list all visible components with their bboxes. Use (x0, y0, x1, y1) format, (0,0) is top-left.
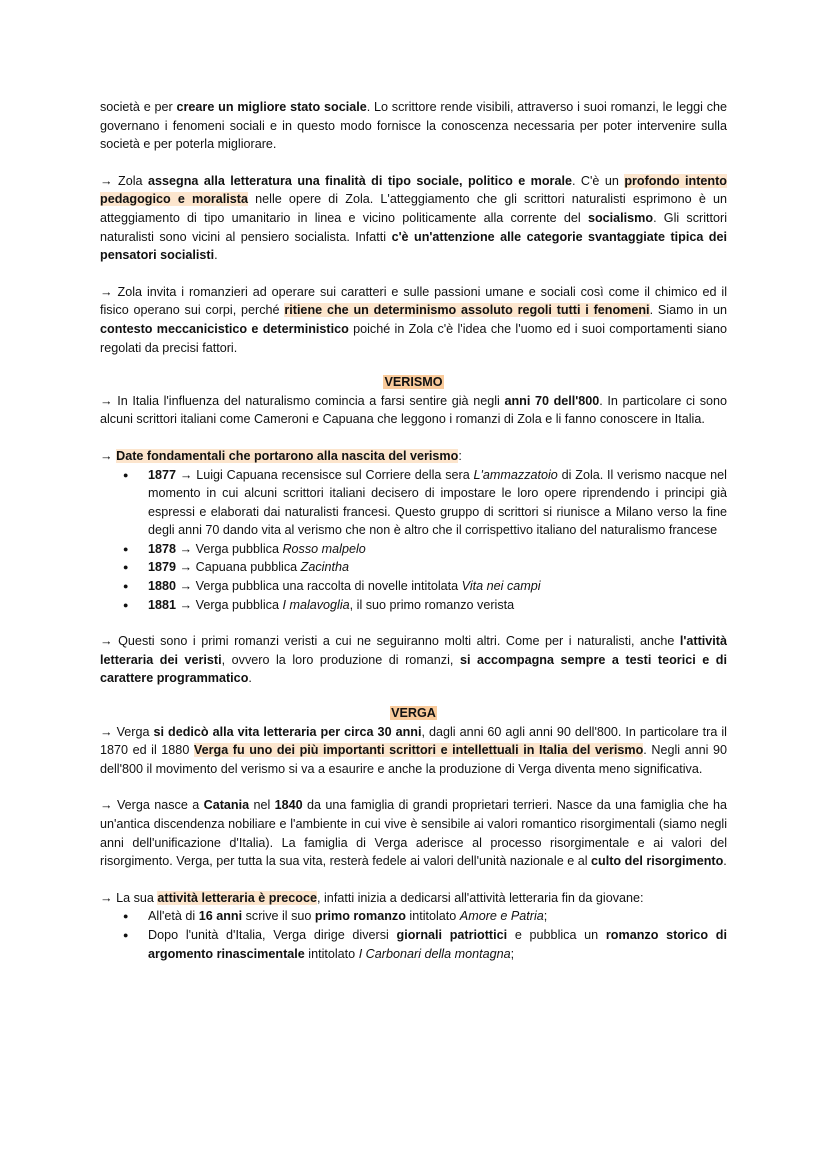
paragraph-zola-determinism: → Zola invita i romanzieri ad operare sui caratteri e sulle passioni umane e sociali così come il chimico ed il fisico operano sui corpi, perché ritiene che un determinismo assoluto regoli tutti i fenomeni. Siamo in un contesto meccanicistico e deterministico poiché in Zola c'è l'idea che l'uomo ed i suoi comportamenti siano regolati da precisi fattori. (100, 284, 728, 355)
list-item: ● All'età di 16 anni scrive il suo primo romanzo intitolato Amore e Patria; (148, 907, 727, 926)
key-dates-list (100, 466, 727, 615)
paragraph-zola-purpose: → Zola assegna alla letteratura una finalità di tipo sociale, politico e morale. C'è un profondo intento pedagogico e moralista nelle opere di Zola. L'atteggiamento che gli scrittori naturalisti esprimono è un atteggiamento di tipo umanitario in linea e vicino politicamente alla corrente del socialismo. Gli scrittori naturalisti sono vicini al pensiero socialista. Infatti c'è un'attenzione alle categorie svantaggiate tipica dei pensatori socialisti. (100, 173, 727, 263)
list-item: ● Dopo l'unità d'Italia, Verga dirige diversi giornali patriottici e pubblica un romanzo storico di argomento rinascimentale intitolato I Carbonari della montagna; (148, 926, 727, 963)
list-item: ● 1879 → Capuana pubblica Zacintha (148, 558, 727, 577)
list-item: ● 1878 → Verga pubblica Rosso malpelo (148, 540, 727, 559)
paragraph-verga-birth: → Verga nasce a Catania nel 1840 da una famiglia di grandi proprietari terrieri. Nasce da una famiglia che ha un'antica discendenza nobiliare e l'ambiente in cui vive è sensibile ai valori romantico risorgimentali (siamo negli anni dell'unificazione d'Italia). La famiglia di Verga aderisce al processo risorgimentale e ai valori del risorgimento. Verga, per tutta la sua vita, resterà fedele ai valori dell'unità nazionale e al culto del risorgimento. (100, 798, 727, 869)
paragraph-early-activity: → La sua attività letteraria è precoce, infatti inizia a dedicarsi all'attività letteraria fin da giovane: (100, 890, 644, 905)
early-works-list (100, 907, 727, 963)
paragraph-verga-career: → Verga si dedicò alla vita letteraria per circa 30 anni, dagli anni 60 agli anni 90 dell'800. In particolare tra il 1870 ed il 1880 Verga fu uno dei più importanti scrittori e intellettuali in Italia del verismo. Negli anni 90 dell'800 il movimento del verismo si va a esaurire e anche la produzione di Verga diventa meno significativa. (100, 724, 727, 776)
list-item: ● 1881 → Verga pubblica I malavoglia, il suo primo romanzo verista (148, 596, 727, 615)
document-body (100, 98, 727, 963)
paragraph-social-state: società e per creare un migliore stato sociale. Lo scrittore rende visibili, attraverso i suoi romanzi, le leggi che governano i fenomeni sociali e in questo modo fornisce la conoscenza necessaria per poter intervenire sulla società e per poterla migliorare. (100, 100, 727, 152)
paragraph-verismo-intro: → In Italia l'influenza del naturalismo comincia a farsi sentire già negli anni 70 dell'800. In particolare ci sono alcuni scrittori italiani come Cameroni e Capuana che leggono i romanzi di Zola e li fanno conoscere in Italia. (100, 393, 728, 427)
section-heading-verismo: VERISMO (384, 375, 443, 390)
paragraph-key-dates: → Date fondamentali che portarono alla nascita del verismo: (100, 448, 462, 463)
paragraph-first-verist-novels: → Questi sono i primi romanzi veristi a cui ne seguiranno molti altri. Come per i naturalisti, anche l'attività letteraria dei veristi, ovvero la loro produzione di romanzi, si accompagna sempre a testi teorici e di carattere programmatico. (100, 634, 727, 686)
list-item: ● 1877 → Luigi Capuana recensisce sul Corriere della sera L'ammazzatoio di Zola. Il verismo nacque nel momento in cui alcuni scrittori italiani decisero di impostare le loro opere riprendendo i principi già espressi e elaborati dai naturalisti francesi. Questo gruppo di scrittori si riunisce a Milano verso la fine degli anni 70 dando vita al verismo che non è altro che il corrispettivo italiano del naturalismo francese (148, 466, 727, 540)
section-heading-verga: VERGA (391, 706, 436, 721)
list-item: ● 1880 → Verga pubblica una raccolta di novelle intitolata Vita nei campi (148, 577, 727, 596)
